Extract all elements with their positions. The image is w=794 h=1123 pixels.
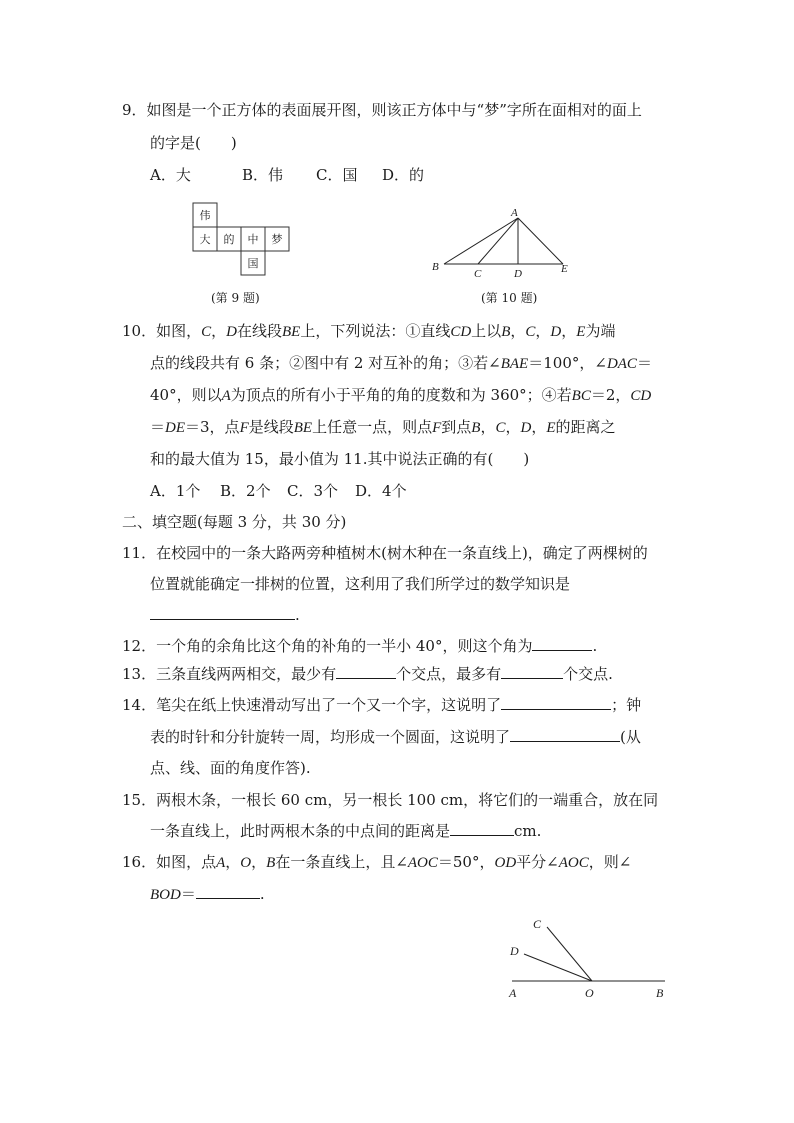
- q10-line2: 点的线段共有 6 条；②图中有 2 对互补的角；③若∠BAE＝100°，∠DAC＝: [150, 354, 652, 372]
- net-cell-zhong: 中: [247, 234, 259, 246]
- q11-line3: .: [150, 605, 300, 625]
- q9-option-c: C．国: [316, 166, 358, 184]
- q10-option-a: A．1个: [150, 482, 201, 500]
- q12-line: 12．一个角的余角比这个角的补角的一半小 40°，则这个角为 .: [122, 637, 598, 655]
- q16-line1: 16．如图，点A，O，B在一条直线上，且∠AOC＝50°，OD平分∠AOC，则∠: [122, 853, 632, 871]
- q10-line4: ＝DE＝3，点F是线段BE上任意一点，则点F到点B，C，D，E的距离之: [150, 418, 616, 436]
- q10-line1: 10．如图，C，D在线段BE上，下列说法：①直线CD上以B，C，D，E为端: [122, 322, 616, 340]
- q16-line2: BOD＝ .: [150, 885, 265, 903]
- q14-line1: 14．笔尖在纸上快速滑动写出了一个又一个字，这说明了 ；钟: [122, 696, 642, 714]
- q9-options: [150, 165, 424, 185]
- net-cell-da: 大: [199, 234, 211, 246]
- fig10-caption: (第 10 题): [481, 291, 538, 305]
- triangle-figure: [428, 205, 578, 280]
- q11-line2: 位置就能确定一排树的位置，这利用了我们所学过的数学知识是: [150, 575, 571, 593]
- q9-line1: 9．如图是一个正方体的表面展开图，则该正方体中与“梦”字所在面相对的面上: [122, 101, 642, 119]
- q10-line5: 和的最大值为 15，最小值为 11.其中说法正确的有( ): [150, 450, 530, 468]
- q11-answer-blank[interactable]: [150, 605, 295, 620]
- q10-option-d: D．4个: [355, 482, 407, 500]
- q9-line2: 的字是( ): [150, 134, 237, 152]
- q15-line2: 一条直线上，此时两根木条的中点间的距离是 cm.: [150, 822, 542, 840]
- q10-option-c: C．3个: [287, 482, 339, 500]
- fig16-label-o: O: [585, 986, 594, 1000]
- q14-blank-1[interactable]: [501, 695, 611, 710]
- q15-line1: 15．两根木条，一根长 60 cm，另一根长 100 cm，将它们的一端重合，放在同: [122, 791, 659, 809]
- fig10-label-a: A: [511, 207, 518, 219]
- section-heading: 二、填空题(每题 3 分，共 30 分): [122, 513, 347, 531]
- q13-max-blank[interactable]: [501, 664, 563, 679]
- q11-line1: 11．在校园中的一条大路两旁种植树木(树木种在一条直线上)，确定了两棵树的: [122, 544, 648, 562]
- net-cell-guo: 国: [247, 258, 259, 270]
- net-cell-meng: 梦: [271, 234, 283, 246]
- q9-option-a: A．大: [150, 166, 191, 184]
- q14-line2: 表的时针和分针旋转一周，均形成一个圆面，这说明了 (从: [150, 728, 641, 746]
- q12-answer-blank[interactable]: [532, 636, 592, 651]
- q16-answer-blank[interactable]: [196, 884, 260, 899]
- fig16-label-c: C: [533, 917, 542, 931]
- q14-blank-2[interactable]: [510, 727, 620, 742]
- fig10-label-e: E: [561, 263, 568, 275]
- cube-net-figure: [190, 202, 300, 278]
- q10-options: [150, 481, 407, 501]
- fig10-label-d: D: [514, 268, 522, 280]
- fig16-label-d: D: [510, 944, 519, 958]
- q13-line: 13．三条直线两两相交，最少有 个交点，最多有 个交点.: [122, 665, 613, 683]
- fig16-label-a: A: [509, 986, 517, 1000]
- q10-option-b: B．2个: [220, 482, 271, 500]
- q13-min-blank[interactable]: [336, 664, 396, 679]
- net-cell-wei: 伟: [199, 210, 211, 222]
- fig10-label-c: C: [474, 268, 482, 280]
- angle-figure: [505, 912, 675, 1004]
- fig10-label-b: B: [432, 261, 439, 273]
- q15-answer-blank[interactable]: [450, 821, 514, 836]
- fig9-caption: (第 9 题): [211, 291, 260, 305]
- net-cell-de: 的: [223, 234, 235, 246]
- fig16-label-b: B: [656, 986, 664, 1000]
- q14-line3: 点、线、面的角度作答).: [150, 759, 311, 777]
- q9-option-b: B．伟: [242, 166, 284, 184]
- q9-option-d: D．的: [382, 166, 425, 184]
- q10-line3: 40°，则以A为顶点的所有小于平角的角的度数和为 360°；④若BC＝2，CD: [150, 386, 652, 404]
